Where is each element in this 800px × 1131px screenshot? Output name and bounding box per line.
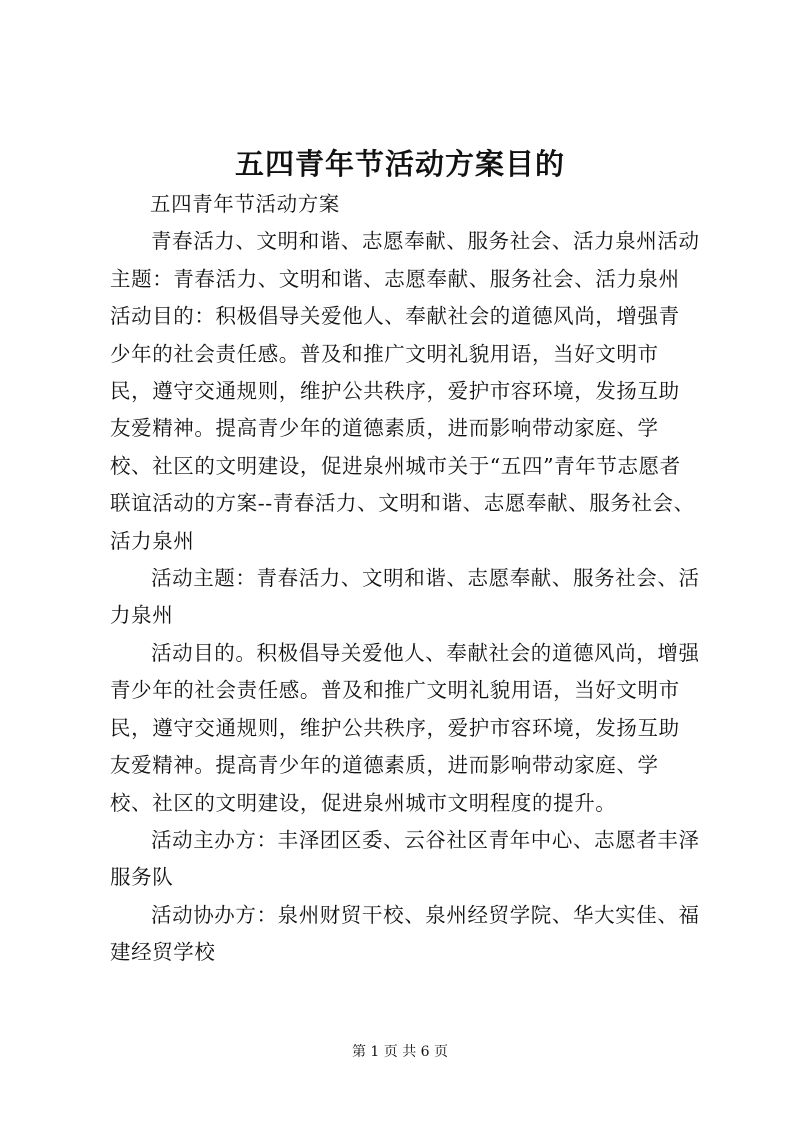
document-subtitle: 五四青年节活动方案 [150,192,340,216]
paragraph-co-organizer: 活动协办方：泉州财贸干校、泉州经贸学院、华大实佳、福建经贸学校 [110,902,700,965]
paragraph-organizer: 活动主办方：丰泽团区委、云谷社区青年中心、志愿者丰泽服务队 [110,827,700,890]
paragraph-activity-theme: 活动主题：青春活力、文明和谐、志愿奉献、服务社会、活力泉州 [110,566,700,628]
paragraph-intro: 青春活力、文明和谐、志愿奉献、服务社会、活力泉州活动主题：青春活力、文明和谐、志愿奉献、服务社会、活力泉州活动目的：积极倡导关爱他人、奉献社会的道德风尚，增强青少年的社会责任感。普及和推广文明礼貌用语，当好文明市民，遵守交通规则，维护公共秩序，爱护市容环境，发扬互助友爱精神。提高青少年的道德素质，进而影响带动家庭、学校、社区的文明建设，促进泉州城市关于“五四”青年节志愿者联谊活动的方案--青春活力、文明和谐、志愿奉献、服务社会、活力泉州 [110,229,700,553]
page-number: 第 1 页 共 6 页 [351,1044,449,1060]
page-title: 五四青年节活动方案目的 [234,147,565,181]
paragraph-activity-purpose: 活动目的。积极倡导关爱他人、奉献社会的道德风尚，增强青少年的社会责任感。普及和推广文明礼貌用语，当好文明市民，遵守交通规则，维护公共秩序，爱护市容环境，发扬互助友爱精神。提高青少年的道德素质，进而影响带动家庭、学校、社区的文明建设，促进泉州城市文明程度的提升。 [110,640,700,815]
document-body [110,186,700,972]
